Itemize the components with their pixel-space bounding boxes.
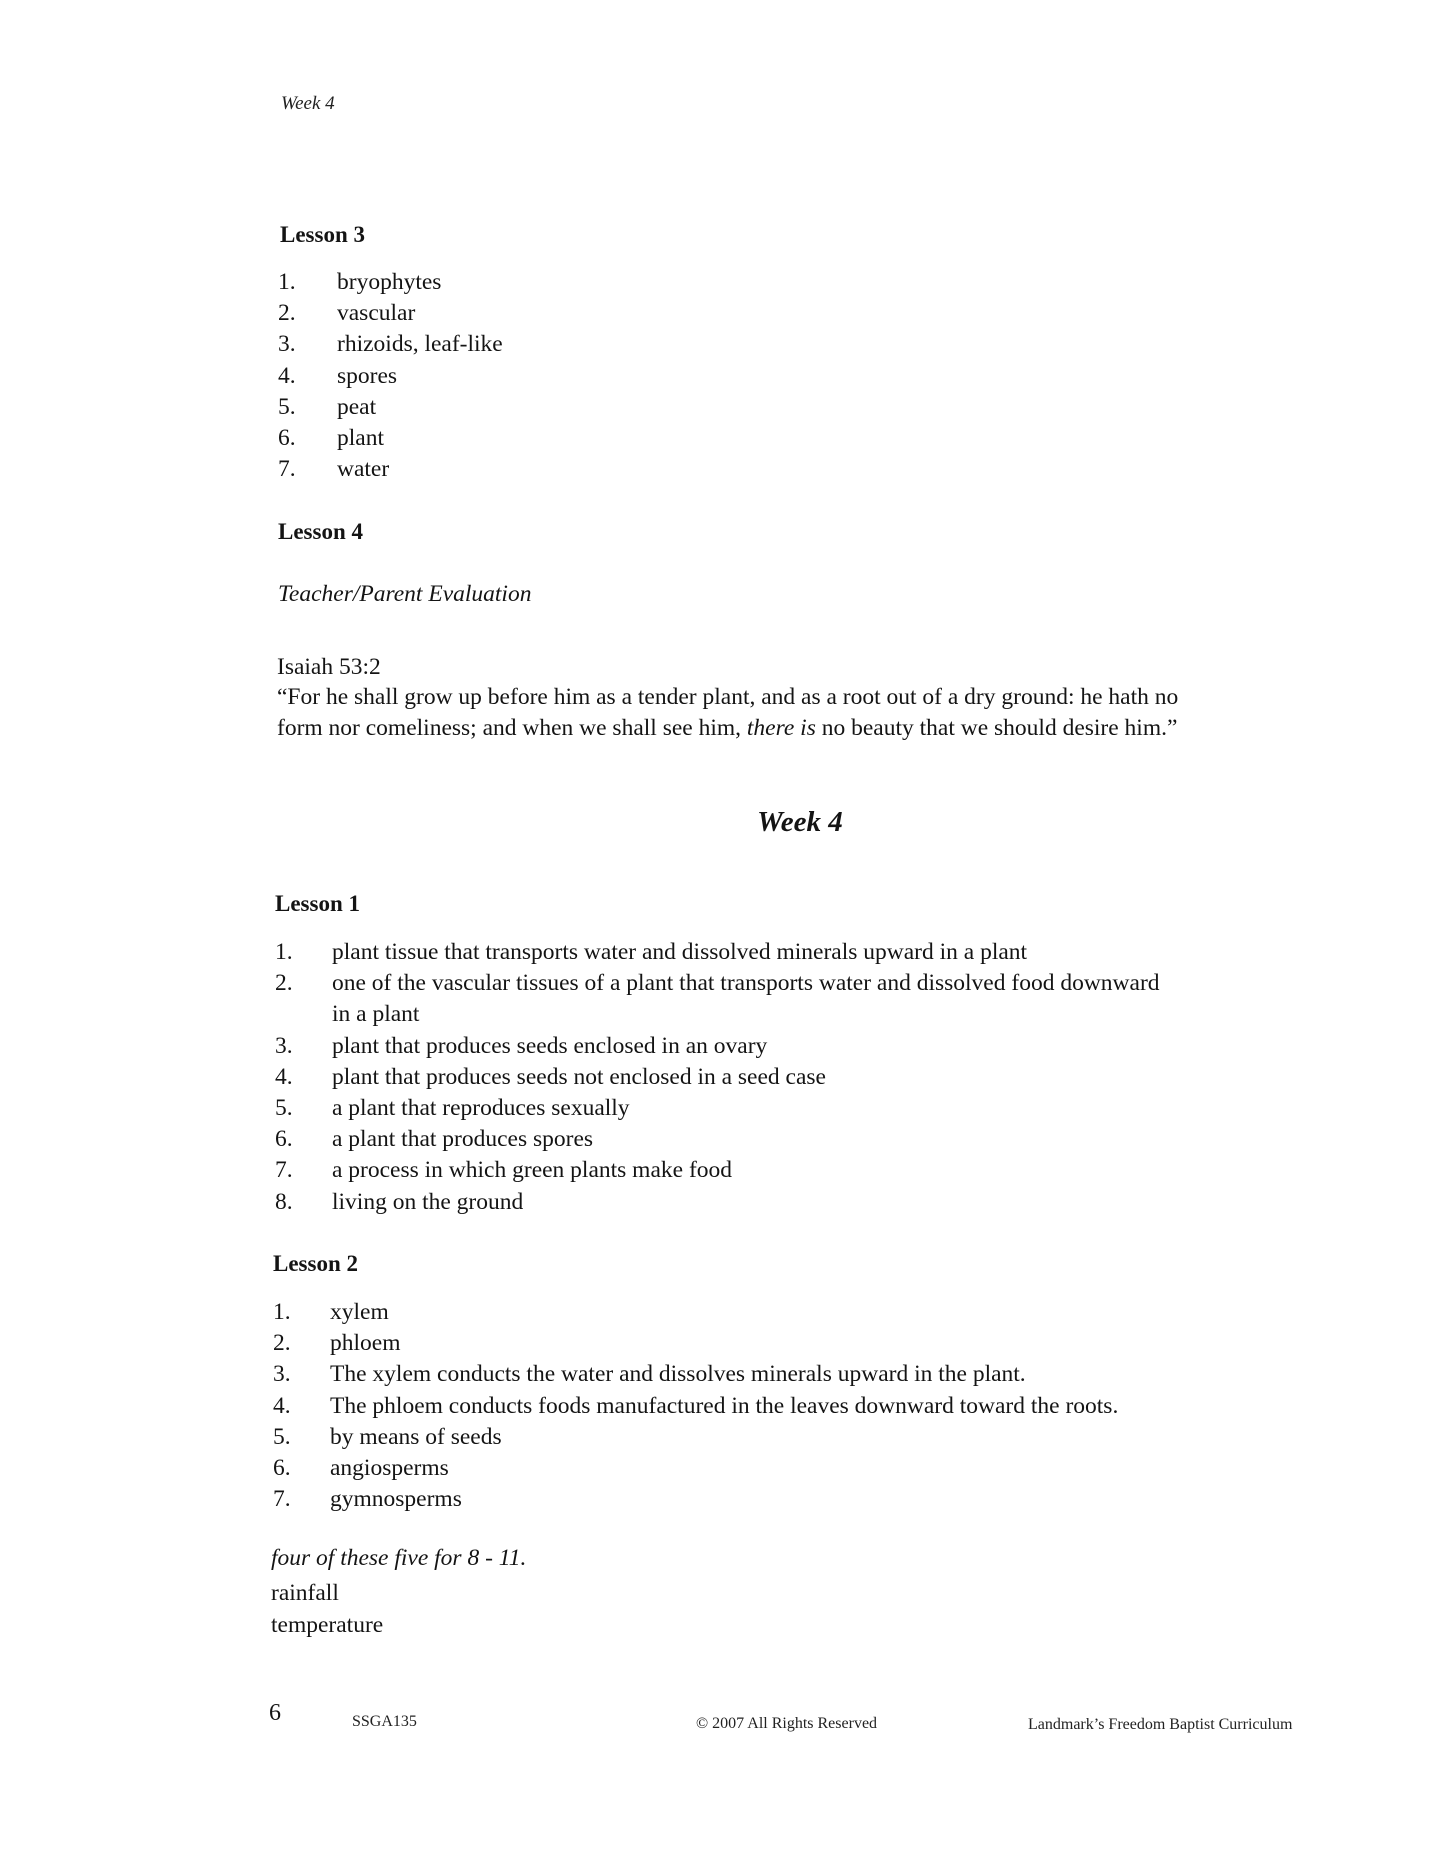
item-number: 5. [278, 393, 296, 420]
item-text: plant [337, 424, 384, 451]
item-text: a process in which green plants make food [332, 1157, 733, 1184]
item-number: 6. [275, 1126, 293, 1153]
list-item [275, 937, 1355, 968]
item-number: 2. [278, 300, 296, 327]
item-text: plant tissue that transports water and dissolved minerals upward in a plant [332, 939, 1028, 965]
lesson-heading: Lesson 2 [273, 1251, 358, 1276]
item-number: 5. [275, 1094, 293, 1121]
item-number: 6. [273, 1454, 291, 1481]
item-text: vascular [337, 300, 416, 327]
publisher: Landmark’s Freedom Baptist Curriculum [1028, 1716, 1293, 1733]
item-number: 2. [275, 970, 293, 997]
extra-answer: temperature [271, 1612, 384, 1638]
item-text: by means of seeds [330, 1423, 502, 1450]
item-text: bryophytes [337, 269, 442, 295]
list-item [275, 1093, 1355, 1124]
item-text: The xylem conducts the water and dissolves minerals upward in the plant. [330, 1361, 1026, 1388]
list-item [273, 1391, 1353, 1422]
verse-reference: Isaiah 53:2 [277, 654, 381, 680]
list-item [273, 1297, 1353, 1328]
list-item [273, 1453, 1353, 1484]
evaluation-note: Teacher/Parent Evaluation [278, 581, 532, 607]
item-number: 3. [278, 331, 296, 358]
item-text: living on the ground [332, 1188, 524, 1215]
item-text-continued: in a plant [332, 1001, 420, 1028]
item-number: 4. [278, 362, 296, 389]
list-item [275, 1124, 1355, 1155]
item-number: 2. [273, 1330, 291, 1357]
list-item [275, 1155, 1355, 1186]
verse-text-line-1: “For he shall grow up before him as a tender plant, and as a root out of a dry ground: he hath no [277, 684, 1179, 710]
item-number: 7. [273, 1486, 291, 1513]
item-number: 4. [273, 1392, 291, 1419]
list-item [275, 1187, 1355, 1218]
course-code: SSGA135 [352, 1713, 417, 1730]
item-number: 1. [278, 269, 296, 295]
item-text: rhizoids, leaf-like [337, 331, 503, 358]
list-item [273, 1422, 1353, 1453]
list-item [275, 1062, 1355, 1093]
answer-list [273, 1297, 1353, 1515]
item-text: water [337, 456, 390, 483]
answer-list [278, 267, 878, 485]
list-item [278, 361, 878, 392]
item-number: 1. [273, 1299, 291, 1325]
list-item [275, 1031, 1355, 1062]
running-head: Week 4 [281, 93, 335, 114]
item-text: a plant that produces spores [332, 1126, 594, 1153]
item-number: 3. [275, 1032, 293, 1059]
item-number: 6. [278, 424, 296, 451]
verse-text: no beauty that we should desire him.” [815, 715, 1178, 741]
item-text: plant that produces seeds not enclosed in a seed case [332, 1063, 826, 1090]
item-number: 1. [275, 939, 293, 965]
item-text: peat [337, 393, 377, 420]
answer-list [275, 937, 1355, 1218]
item-text: The phloem conducts foods manufactured in the leaves downward toward the roots. [330, 1392, 1119, 1419]
item-number: 7. [275, 1157, 293, 1184]
page-number: 6 [269, 1700, 281, 1726]
verse-emphasis: there is [746, 715, 816, 741]
item-text: spores [337, 362, 398, 389]
item-text: angiosperms [330, 1454, 449, 1481]
item-number: 5. [273, 1423, 291, 1450]
item-number: 7. [278, 456, 296, 483]
list-item [278, 423, 878, 454]
list-item [275, 968, 1355, 1030]
lesson-heading: Lesson 4 [278, 519, 363, 544]
verse-text: form nor comeliness; and when we shall see him, [277, 715, 747, 741]
list-item [273, 1328, 1353, 1359]
week-title: Week 4 [757, 806, 843, 838]
item-number: 3. [273, 1361, 291, 1388]
lesson-heading: Lesson 3 [280, 222, 365, 247]
verse-text-line-2 [277, 713, 1177, 744]
item-number: 4. [275, 1063, 293, 1090]
lesson-heading: Lesson 1 [275, 891, 360, 916]
item-text: xylem [330, 1299, 389, 1325]
list-item [278, 298, 878, 329]
list-item [278, 267, 878, 298]
instruction-note: four of these five for 8 - 11. [271, 1545, 527, 1571]
item-text: one of the vascular tissues of a plant that transports water and dissolved food downward [332, 970, 1160, 997]
list-item [278, 329, 878, 360]
item-text: a plant that reproduces sexually [332, 1094, 630, 1121]
item-number: 8. [275, 1188, 293, 1215]
item-text: plant that produces seeds enclosed in an ovary [332, 1032, 768, 1059]
list-item [273, 1484, 1353, 1515]
extra-answer: rainfall [271, 1580, 339, 1606]
list-item [278, 454, 878, 485]
copyright: © 2007 All Rights Reserved [696, 1715, 878, 1732]
list-item [273, 1359, 1353, 1390]
list-item [278, 392, 878, 423]
item-text: phloem [330, 1330, 401, 1357]
item-text: gymnosperms [330, 1486, 462, 1513]
